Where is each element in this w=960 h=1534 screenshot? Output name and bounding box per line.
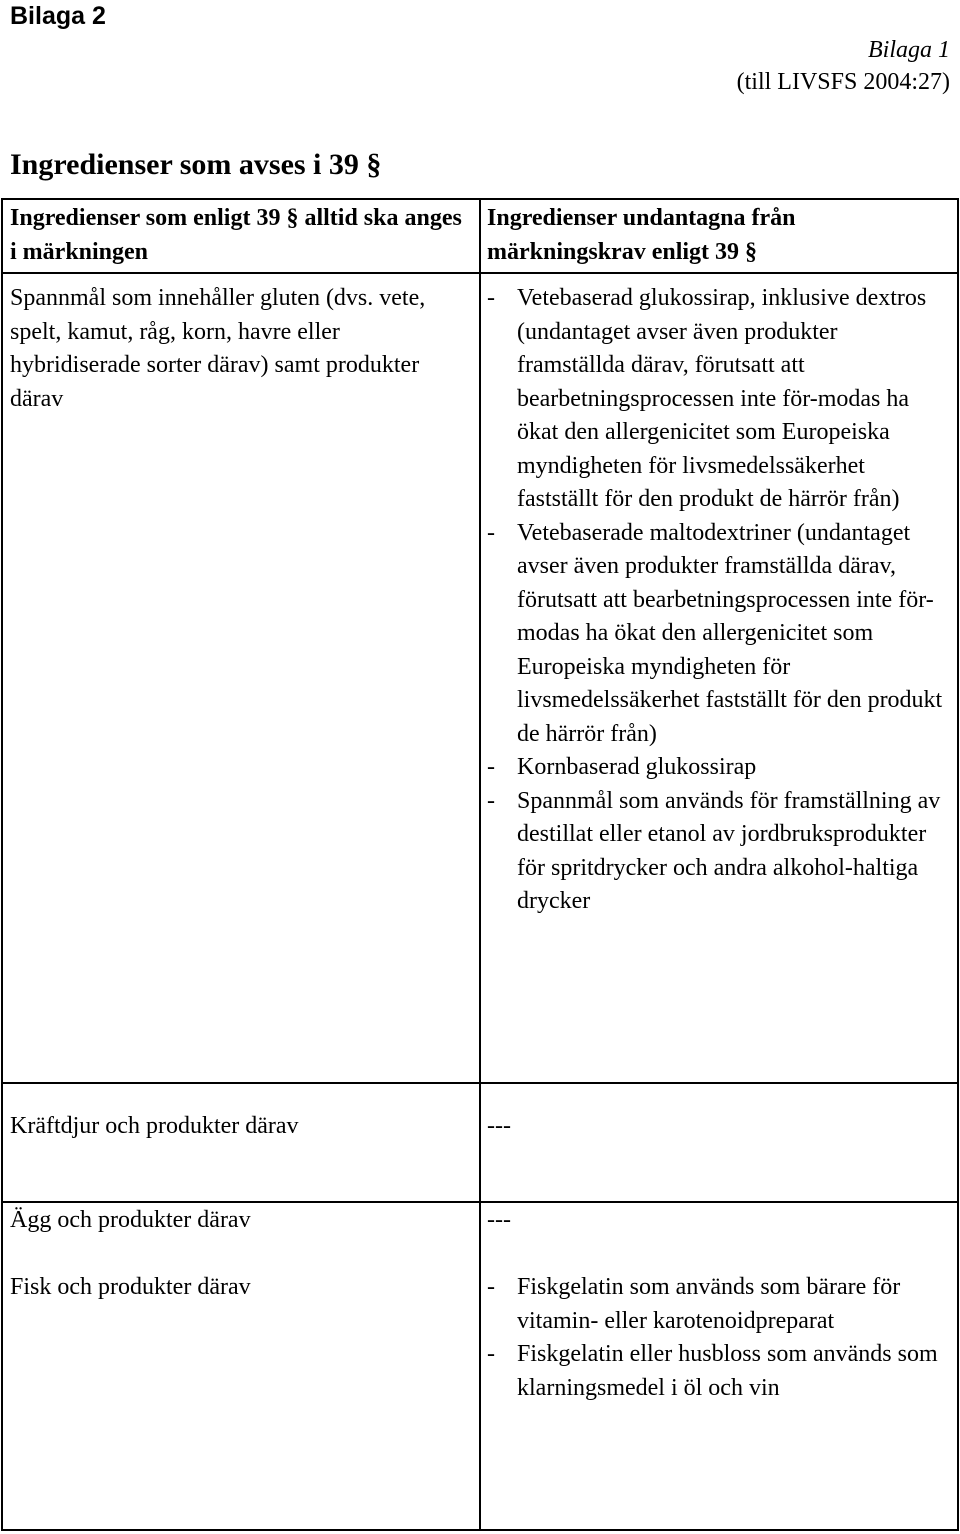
- exemptions-cell: [487, 282, 947, 919]
- exemption-list: [487, 282, 947, 919]
- list-item: - Fiskgelatin eller husbloss som används som klarningsmedel i öl och vin: [487, 1338, 947, 1405]
- appendix-number: Bilaga 1: [868, 37, 950, 63]
- page-title: Ingredienser som avses i 39 §: [10, 148, 382, 181]
- regulation-reference: (till LIVSFS 2004:27): [736, 69, 950, 95]
- ingredients-table: [1, 198, 959, 1531]
- list-item: - Vetebaserade maltodextriner (undantaget avser även produkter framställda därav, förutsatt att bearbetningsprocessen inte för-modas ha ökat den allergenicitet som Europeiska myndigheten för livsmedelssäkerhet fastställt för den produkt de härrör från): [487, 517, 947, 752]
- ingredient-cell: Fisk och produkter därav: [10, 1274, 251, 1300]
- list-item: - Vetebaserad glukossirap, inklusive dextros (undantaget avser även produkter framställda därav, förutsatt att bearbetningsprocessen inte för-modas ha ökat den allergenicitet som Europeiska myndigheten för livsmedelssäkerhet fastställt för den produkt de härrör från): [487, 282, 947, 517]
- appendix-reference: [737, 34, 950, 98]
- exemptions-cell: ---: [487, 1113, 511, 1139]
- row-divider: [1, 1082, 959, 1084]
- column-divider: [479, 198, 481, 1531]
- list-item: - Kornbaserad glukossirap: [487, 751, 947, 785]
- appendix-label: Bilaga 2: [10, 2, 106, 30]
- column-header-required: Ingredienser som enligt 39 § alltid ska anges i märkningen: [10, 205, 462, 265]
- row-divider: [1, 1201, 959, 1203]
- list-item: - Spannmål som används för framställning av destillat eller etanol av jordbruksprodukter för spritdrycker och andra alkohol-haltiga drycker: [487, 785, 947, 919]
- exemption-list: [487, 1271, 947, 1405]
- exemptions-cell: ---: [487, 1207, 511, 1233]
- ingredient-cell: Spannmål som innehåller gluten (dvs. vete, spelt, kamut, råg, korn, havre eller hybridiserade sorter därav) samt produkter därav: [10, 285, 426, 412]
- table-border-right: [957, 198, 959, 1531]
- column-header-exempt: Ingredienser undantagna från märkningskrav enligt 39 §: [487, 205, 796, 265]
- table-border-left: [1, 198, 3, 1531]
- ingredient-cell: Ägg och produkter därav: [10, 1207, 251, 1233]
- ingredient-cell: Kräftdjur och produkter därav: [10, 1113, 299, 1139]
- row-divider: [1, 272, 959, 274]
- exemptions-cell: [487, 1271, 947, 1405]
- list-item: - Fiskgelatin som används som bärare för vitamin- eller karotenoidpreparat: [487, 1271, 947, 1338]
